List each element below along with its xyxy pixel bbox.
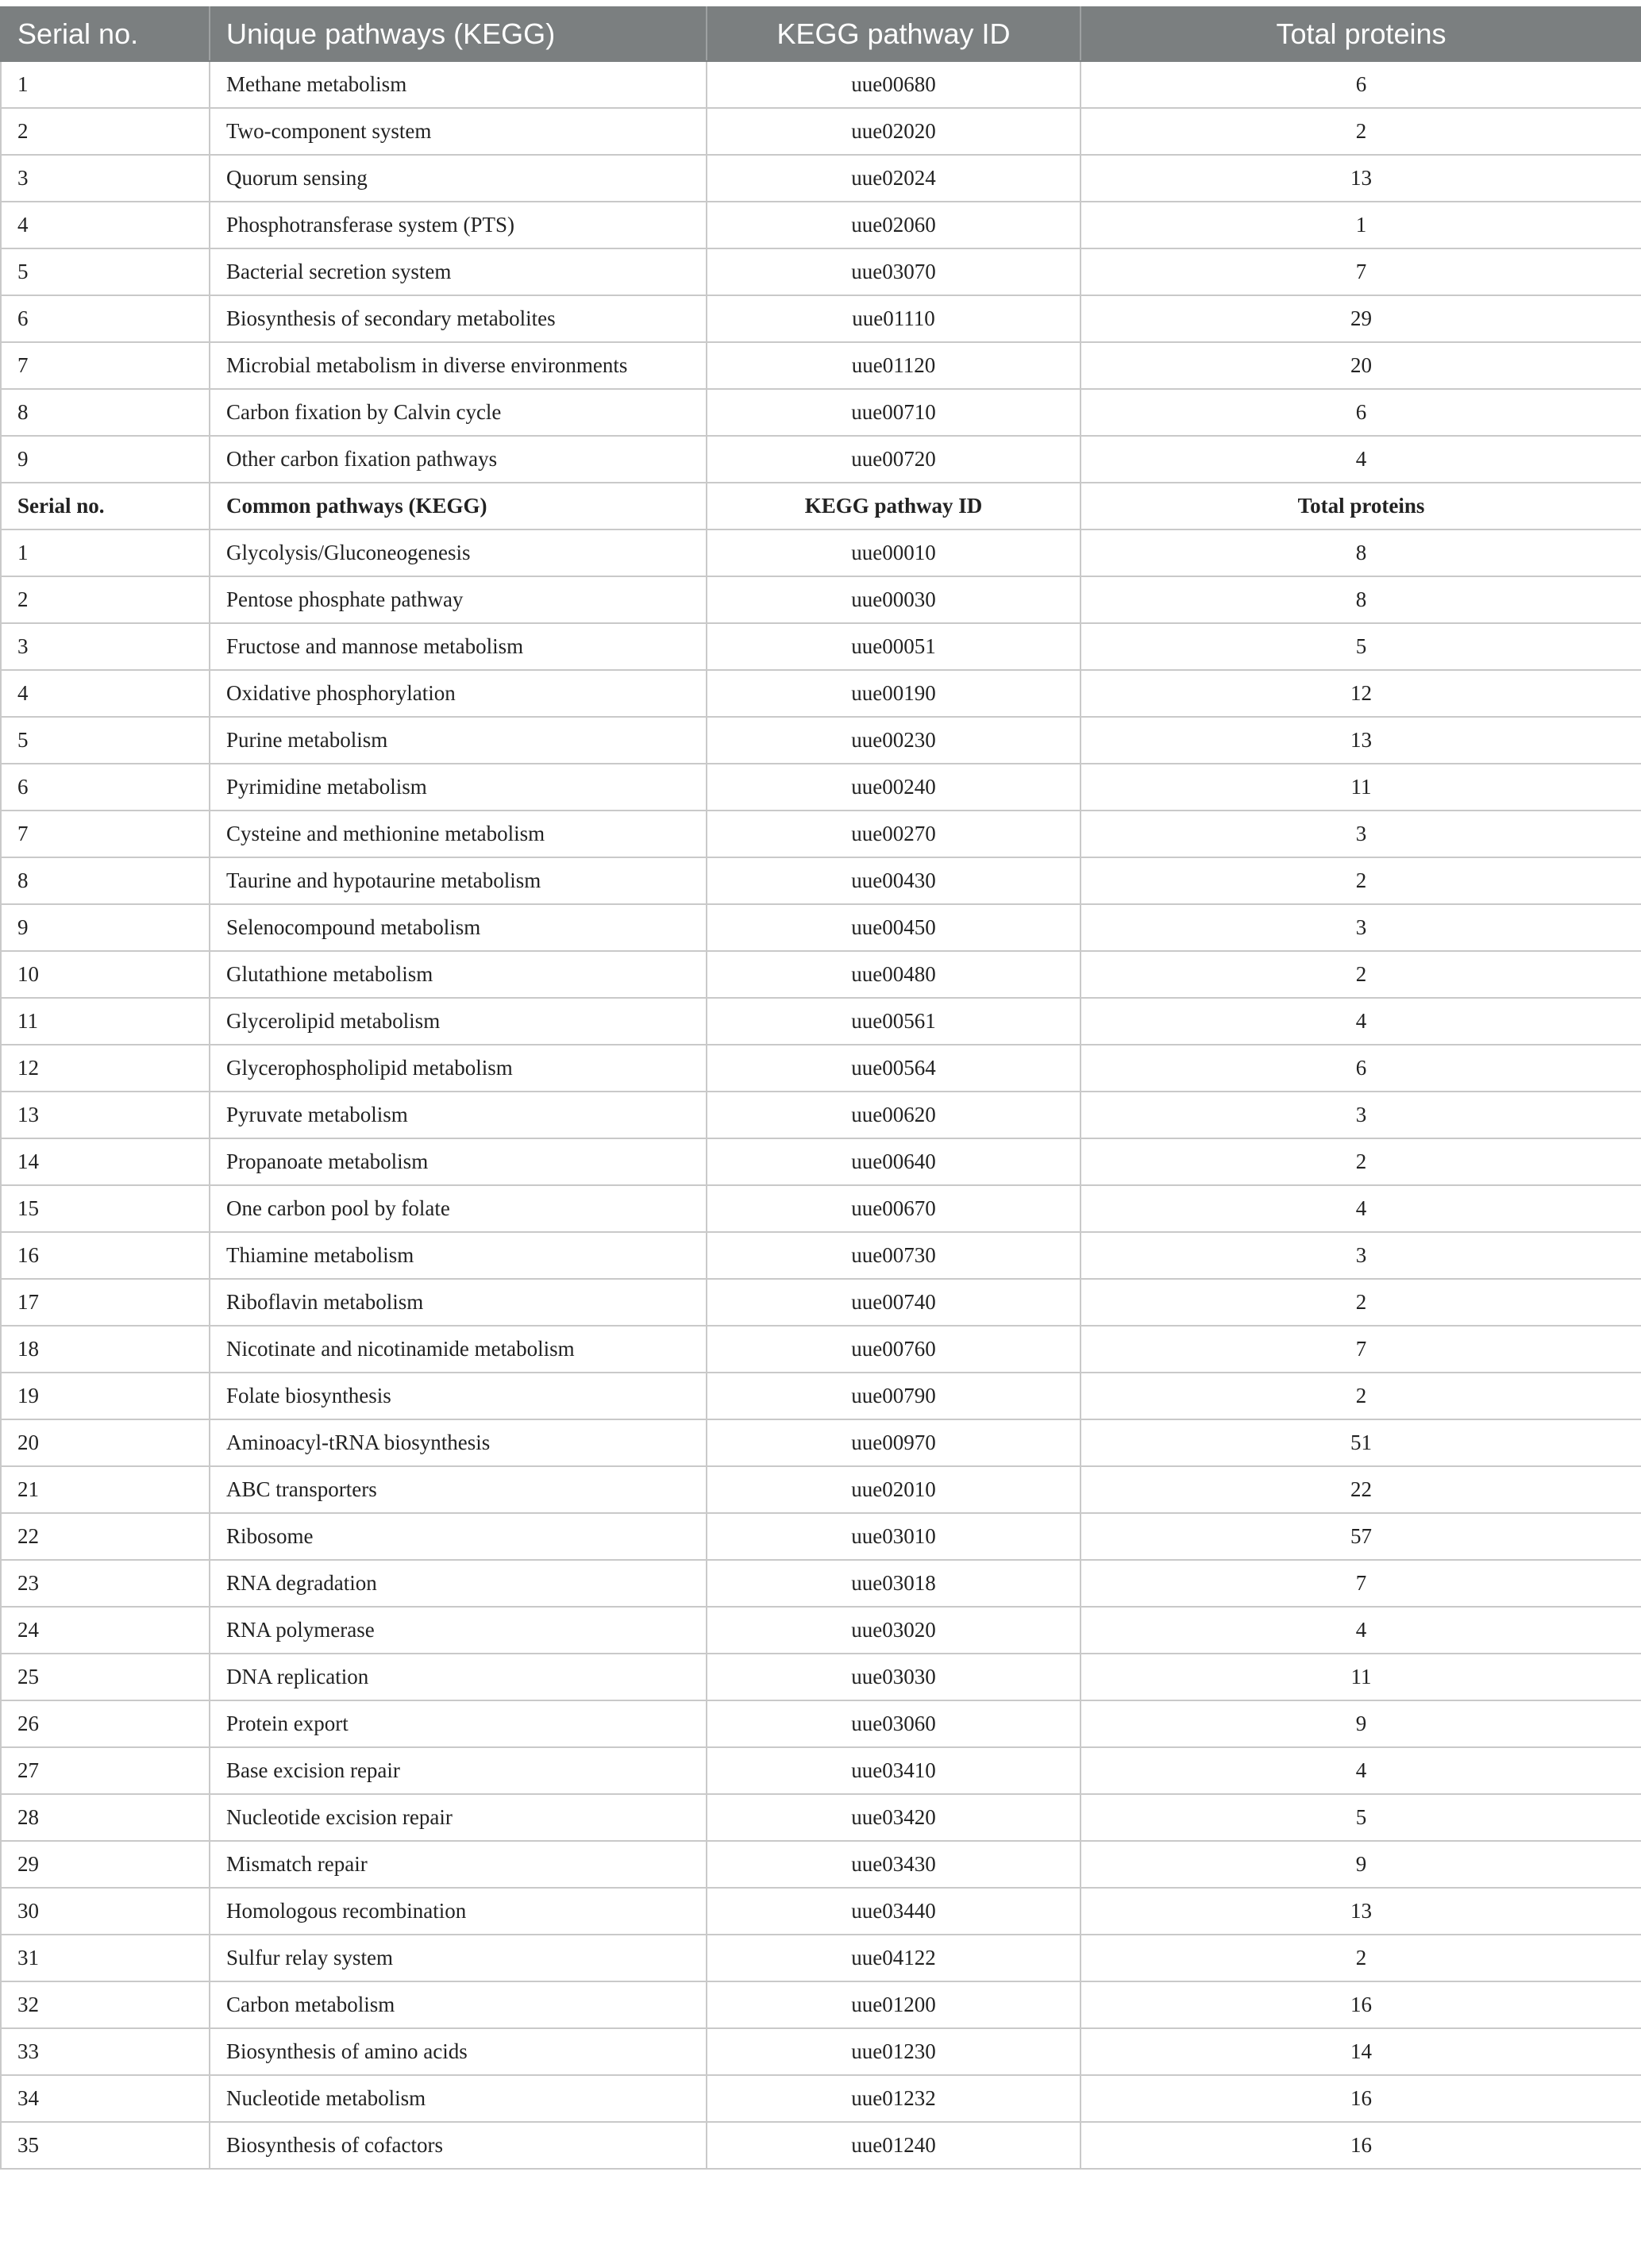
cell-serial-no: 9 — [1, 904, 210, 951]
cell-pathway-name: Pentose phosphate pathway — [210, 576, 707, 623]
cell-pathway-name: DNA replication — [210, 1654, 707, 1700]
cell-serial-no: 18 — [1, 1326, 210, 1373]
cell-serial-no: 20 — [1, 1419, 210, 1466]
table-row — [1, 436, 1641, 483]
cell-pathway-name: Aminoacyl-tRNA biosynthesis — [210, 1419, 707, 1466]
cell-total-proteins: 7 — [1081, 1326, 1641, 1373]
table-row — [1, 1326, 1641, 1373]
cell-kegg-pathway-id: uue00720 — [707, 436, 1081, 483]
table-row — [1, 670, 1641, 717]
common-header-serial-no: Serial no. — [1, 483, 210, 529]
table-row — [1, 1419, 1641, 1466]
cell-serial-no: 5 — [1, 717, 210, 764]
cell-pathway-name: Phosphotransferase system (PTS) — [210, 202, 707, 248]
cell-total-proteins: 2 — [1081, 1373, 1641, 1419]
table-row — [1, 1138, 1641, 1185]
table-row — [1, 1373, 1641, 1419]
cell-pathway-name: Propanoate metabolism — [210, 1138, 707, 1185]
table-row — [1, 155, 1641, 202]
cell-pathway-name: Methane metabolism — [210, 61, 707, 108]
table-row — [1, 1935, 1641, 1981]
cell-pathway-name: Biosynthesis of secondary metabolites — [210, 295, 707, 342]
cell-total-proteins: 7 — [1081, 1560, 1641, 1607]
cell-pathway-name: Other carbon fixation pathways — [210, 436, 707, 483]
cell-total-proteins: 11 — [1081, 1654, 1641, 1700]
cell-pathway-name: Nucleotide excision repair — [210, 1794, 707, 1841]
cell-total-proteins: 4 — [1081, 998, 1641, 1045]
table-row — [1, 904, 1641, 951]
table-row — [1, 1092, 1641, 1138]
table-row — [1, 717, 1641, 764]
cell-total-proteins: 16 — [1081, 2122, 1641, 2169]
cell-total-proteins: 16 — [1081, 2075, 1641, 2122]
cell-kegg-pathway-id: uue00190 — [707, 670, 1081, 717]
cell-kegg-pathway-id: uue00480 — [707, 951, 1081, 998]
cell-total-proteins: 3 — [1081, 811, 1641, 857]
cell-kegg-pathway-id: uue00430 — [707, 857, 1081, 904]
cell-pathway-name: Selenocompound metabolism — [210, 904, 707, 951]
cell-pathway-name: Pyrimidine metabolism — [210, 764, 707, 811]
table-row — [1, 1607, 1641, 1654]
cell-kegg-pathway-id: uue00790 — [707, 1373, 1081, 1419]
table-row — [1, 1045, 1641, 1092]
table-row — [1, 2075, 1641, 2122]
cell-pathway-name: Glycerolipid metabolism — [210, 998, 707, 1045]
cell-total-proteins: 3 — [1081, 904, 1641, 951]
table-row — [1, 529, 1641, 576]
cell-kegg-pathway-id: uue03060 — [707, 1700, 1081, 1747]
cell-pathway-name: Quorum sensing — [210, 155, 707, 202]
cell-pathway-name: Protein export — [210, 1700, 707, 1747]
cell-kegg-pathway-id: uue00760 — [707, 1326, 1081, 1373]
cell-total-proteins: 11 — [1081, 764, 1641, 811]
cell-kegg-pathway-id: uue02024 — [707, 155, 1081, 202]
cell-serial-no: 25 — [1, 1654, 210, 1700]
table-row — [1, 1560, 1641, 1607]
common-header-kegg-pathway-id: KEGG pathway ID — [707, 483, 1081, 529]
cell-serial-no: 6 — [1, 295, 210, 342]
header-unique-pathways: Unique pathways (KEGG) — [210, 7, 707, 61]
cell-serial-no: 3 — [1, 155, 210, 202]
cell-total-proteins: 13 — [1081, 1888, 1641, 1935]
cell-total-proteins: 6 — [1081, 389, 1641, 436]
cell-pathway-name: Carbon fixation by Calvin cycle — [210, 389, 707, 436]
cell-total-proteins: 20 — [1081, 342, 1641, 389]
cell-kegg-pathway-id: uue03018 — [707, 1560, 1081, 1607]
cell-pathway-name: Homologous recombination — [210, 1888, 707, 1935]
cell-serial-no: 16 — [1, 1232, 210, 1279]
cell-serial-no: 11 — [1, 998, 210, 1045]
cell-total-proteins: 2 — [1081, 1935, 1641, 1981]
cell-kegg-pathway-id: uue00270 — [707, 811, 1081, 857]
cell-total-proteins: 4 — [1081, 1185, 1641, 1232]
cell-total-proteins: 1 — [1081, 202, 1641, 248]
table-row — [1, 2122, 1641, 2169]
cell-pathway-name: Biosynthesis of cofactors — [210, 2122, 707, 2169]
table-row — [1, 811, 1641, 857]
cell-total-proteins: 2 — [1081, 108, 1641, 155]
cell-kegg-pathway-id: uue03410 — [707, 1747, 1081, 1794]
cell-kegg-pathway-id: uue00620 — [707, 1092, 1081, 1138]
cell-total-proteins: 6 — [1081, 61, 1641, 108]
cell-kegg-pathway-id: uue00740 — [707, 1279, 1081, 1326]
cell-kegg-pathway-id: uue00240 — [707, 764, 1081, 811]
cell-total-proteins: 22 — [1081, 1466, 1641, 1513]
cell-pathway-name: Glycolysis/Gluconeogenesis — [210, 529, 707, 576]
cell-serial-no: 9 — [1, 436, 210, 483]
cell-kegg-pathway-id: uue03440 — [707, 1888, 1081, 1935]
cell-pathway-name: Ribosome — [210, 1513, 707, 1560]
cell-total-proteins: 2 — [1081, 1279, 1641, 1326]
table-row — [1, 1700, 1641, 1747]
cell-serial-no: 1 — [1, 529, 210, 576]
cell-serial-no: 3 — [1, 623, 210, 670]
table-row — [1, 1981, 1641, 2028]
cell-kegg-pathway-id: uue00970 — [707, 1419, 1081, 1466]
cell-pathway-name: Sulfur relay system — [210, 1935, 707, 1981]
table-row — [1, 764, 1641, 811]
cell-total-proteins: 9 — [1081, 1841, 1641, 1888]
header-serial-no: Serial no. — [1, 7, 210, 61]
cell-pathway-name: Bacterial secretion system — [210, 248, 707, 295]
cell-serial-no: 23 — [1, 1560, 210, 1607]
cell-serial-no: 5 — [1, 248, 210, 295]
header-total-proteins: Total proteins — [1081, 7, 1641, 61]
cell-kegg-pathway-id: uue02020 — [707, 108, 1081, 155]
cell-kegg-pathway-id: uue00561 — [707, 998, 1081, 1045]
cell-kegg-pathway-id: uue01200 — [707, 1981, 1081, 2028]
cell-total-proteins: 3 — [1081, 1092, 1641, 1138]
cell-pathway-name: ABC transporters — [210, 1466, 707, 1513]
cell-kegg-pathway-id: uue01110 — [707, 295, 1081, 342]
table-row — [1, 1888, 1641, 1935]
common-pathways-body — [1, 529, 1641, 2169]
cell-serial-no: 7 — [1, 811, 210, 857]
table-row — [1, 623, 1641, 670]
table-row — [1, 1466, 1641, 1513]
cell-serial-no: 26 — [1, 1700, 210, 1747]
cell-total-proteins: 6 — [1081, 1045, 1641, 1092]
cell-pathway-name: Taurine and hypotaurine metabolism — [210, 857, 707, 904]
cell-pathway-name: Fructose and mannose metabolism — [210, 623, 707, 670]
unique-pathways-body — [1, 61, 1641, 483]
common-header-pathways: Common pathways (KEGG) — [210, 483, 707, 529]
cell-pathway-name: Microbial metabolism in diverse environments — [210, 342, 707, 389]
cell-kegg-pathway-id: uue02060 — [707, 202, 1081, 248]
cell-total-proteins: 8 — [1081, 529, 1641, 576]
cell-kegg-pathway-id: uue00051 — [707, 623, 1081, 670]
table-row — [1, 857, 1641, 904]
table-row — [1, 951, 1641, 998]
cell-serial-no: 29 — [1, 1841, 210, 1888]
cell-serial-no: 32 — [1, 1981, 210, 2028]
cell-pathway-name: Mismatch repair — [210, 1841, 707, 1888]
cell-serial-no: 17 — [1, 1279, 210, 1326]
table-row — [1, 342, 1641, 389]
cell-kegg-pathway-id: uue01120 — [707, 342, 1081, 389]
cell-serial-no: 2 — [1, 108, 210, 155]
table-row — [1, 576, 1641, 623]
cell-serial-no: 7 — [1, 342, 210, 389]
cell-total-proteins: 3 — [1081, 1232, 1641, 1279]
cell-serial-no: 4 — [1, 670, 210, 717]
cell-total-proteins: 5 — [1081, 1794, 1641, 1841]
cell-kegg-pathway-id: uue00564 — [707, 1045, 1081, 1092]
cell-serial-no: 6 — [1, 764, 210, 811]
cell-pathway-name: Glutathione metabolism — [210, 951, 707, 998]
cell-pathway-name: Glycerophospholipid metabolism — [210, 1045, 707, 1092]
kegg-pathways-table — [0, 6, 1641, 2170]
cell-pathway-name: Base excision repair — [210, 1747, 707, 1794]
table-row — [1, 2028, 1641, 2075]
cell-total-proteins: 5 — [1081, 623, 1641, 670]
cell-serial-no: 2 — [1, 576, 210, 623]
cell-total-proteins: 51 — [1081, 1419, 1641, 1466]
cell-serial-no: 15 — [1, 1185, 210, 1232]
header-kegg-pathway-id: KEGG pathway ID — [707, 7, 1081, 61]
cell-serial-no: 12 — [1, 1045, 210, 1092]
cell-kegg-pathway-id: uue00230 — [707, 717, 1081, 764]
cell-kegg-pathway-id: uue00010 — [707, 529, 1081, 576]
cell-kegg-pathway-id: uue03070 — [707, 248, 1081, 295]
cell-kegg-pathway-id: uue00710 — [707, 389, 1081, 436]
cell-kegg-pathway-id: uue00670 — [707, 1185, 1081, 1232]
table-row — [1, 248, 1641, 295]
table-row — [1, 1279, 1641, 1326]
common-pathways-header-body — [1, 483, 1641, 529]
common-header-total-proteins: Total proteins — [1081, 483, 1641, 529]
cell-kegg-pathway-id: uue02010 — [707, 1466, 1081, 1513]
cell-pathway-name: Carbon metabolism — [210, 1981, 707, 2028]
cell-kegg-pathway-id: uue03010 — [707, 1513, 1081, 1560]
cell-pathway-name: Biosynthesis of amino acids — [210, 2028, 707, 2075]
cell-pathway-name: RNA polymerase — [210, 1607, 707, 1654]
cell-pathway-name: Purine metabolism — [210, 717, 707, 764]
cell-pathway-name: Two-component system — [210, 108, 707, 155]
cell-serial-no: 28 — [1, 1794, 210, 1841]
cell-kegg-pathway-id: uue00730 — [707, 1232, 1081, 1279]
cell-total-proteins: 4 — [1081, 1747, 1641, 1794]
table-row — [1, 202, 1641, 248]
cell-kegg-pathway-id: uue03020 — [707, 1607, 1081, 1654]
cell-total-proteins: 9 — [1081, 1700, 1641, 1747]
cell-serial-no: 13 — [1, 1092, 210, 1138]
cell-kegg-pathway-id: uue00030 — [707, 576, 1081, 623]
table-row — [1, 1841, 1641, 1888]
cell-kegg-pathway-id: uue03430 — [707, 1841, 1081, 1888]
cell-kegg-pathway-id: uue03420 — [707, 1794, 1081, 1841]
table-row — [1, 389, 1641, 436]
common-pathways-header-row — [1, 483, 1641, 529]
cell-kegg-pathway-id: uue04122 — [707, 1935, 1081, 1981]
cell-serial-no: 35 — [1, 2122, 210, 2169]
cell-pathway-name: Thiamine metabolism — [210, 1232, 707, 1279]
cell-kegg-pathway-id: uue00680 — [707, 61, 1081, 108]
cell-pathway-name: Oxidative phosphorylation — [210, 670, 707, 717]
cell-pathway-name: Folate biosynthesis — [210, 1373, 707, 1419]
cell-total-proteins: 2 — [1081, 1138, 1641, 1185]
table-row — [1, 1185, 1641, 1232]
cell-pathway-name: One carbon pool by folate — [210, 1185, 707, 1232]
cell-pathway-name: Riboflavin metabolism — [210, 1279, 707, 1326]
cell-serial-no: 33 — [1, 2028, 210, 2075]
cell-total-proteins: 13 — [1081, 717, 1641, 764]
cell-kegg-pathway-id: uue01232 — [707, 2075, 1081, 2122]
cell-kegg-pathway-id: uue01240 — [707, 2122, 1081, 2169]
cell-kegg-pathway-id: uue03030 — [707, 1654, 1081, 1700]
table-row — [1, 1747, 1641, 1794]
cell-serial-no: 27 — [1, 1747, 210, 1794]
cell-serial-no: 10 — [1, 951, 210, 998]
cell-total-proteins: 57 — [1081, 1513, 1641, 1560]
cell-serial-no: 34 — [1, 2075, 210, 2122]
cell-pathway-name: RNA degradation — [210, 1560, 707, 1607]
cell-serial-no: 30 — [1, 1888, 210, 1935]
table-row — [1, 1654, 1641, 1700]
cell-pathway-name: Pyruvate metabolism — [210, 1092, 707, 1138]
cell-serial-no: 31 — [1, 1935, 210, 1981]
cell-kegg-pathway-id: uue00640 — [707, 1138, 1081, 1185]
cell-total-proteins: 4 — [1081, 436, 1641, 483]
table-row — [1, 998, 1641, 1045]
cell-total-proteins: 13 — [1081, 155, 1641, 202]
table-row — [1, 61, 1641, 108]
cell-pathway-name: Nucleotide metabolism — [210, 2075, 707, 2122]
cell-serial-no: 4 — [1, 202, 210, 248]
table-row — [1, 1513, 1641, 1560]
cell-total-proteins: 2 — [1081, 951, 1641, 998]
cell-serial-no: 22 — [1, 1513, 210, 1560]
table-header-row — [1, 7, 1641, 61]
cell-total-proteins: 7 — [1081, 248, 1641, 295]
cell-serial-no: 1 — [1, 61, 210, 108]
table-row — [1, 108, 1641, 155]
cell-serial-no: 19 — [1, 1373, 210, 1419]
cell-serial-no: 8 — [1, 389, 210, 436]
cell-pathway-name: Nicotinate and nicotinamide metabolism — [210, 1326, 707, 1373]
table-row — [1, 1794, 1641, 1841]
cell-total-proteins: 14 — [1081, 2028, 1641, 2075]
cell-serial-no: 8 — [1, 857, 210, 904]
cell-total-proteins: 29 — [1081, 295, 1641, 342]
cell-total-proteins: 8 — [1081, 576, 1641, 623]
cell-total-proteins: 2 — [1081, 857, 1641, 904]
cell-total-proteins: 16 — [1081, 1981, 1641, 2028]
cell-total-proteins: 12 — [1081, 670, 1641, 717]
cell-kegg-pathway-id: uue01230 — [707, 2028, 1081, 2075]
table-row — [1, 1232, 1641, 1279]
cell-serial-no: 14 — [1, 1138, 210, 1185]
cell-serial-no: 21 — [1, 1466, 210, 1513]
cell-total-proteins: 4 — [1081, 1607, 1641, 1654]
cell-kegg-pathway-id: uue00450 — [707, 904, 1081, 951]
table-row — [1, 295, 1641, 342]
cell-serial-no: 24 — [1, 1607, 210, 1654]
cell-pathway-name: Cysteine and methionine metabolism — [210, 811, 707, 857]
